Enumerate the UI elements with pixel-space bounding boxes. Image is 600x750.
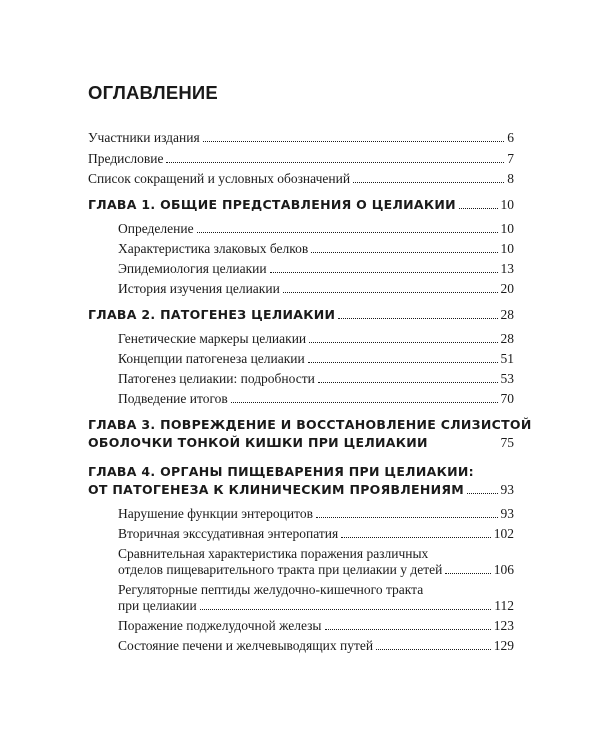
dot-leader xyxy=(283,291,498,293)
entry-title: Поражение поджелудочной железы xyxy=(118,618,322,633)
entry-title: при целиакии xyxy=(118,598,197,613)
toc-entry-line1[interactable]: Регуляторные пептиды желудочно-кишечного тракта xyxy=(118,582,424,597)
toc-entry[interactable] xyxy=(118,241,514,257)
toc-entry[interactable] xyxy=(118,638,514,654)
dot-leader xyxy=(431,446,498,447)
toc-chapter-4-line1[interactable]: ГЛАВА 4. ОРГАНЫ ПИЩЕВАРЕНИЯ ПРИ ЦЕЛИАКИИ: xyxy=(88,464,474,479)
dot-leader xyxy=(376,648,491,650)
entry-page: 10 xyxy=(500,221,514,236)
entry-page: 13 xyxy=(500,261,514,276)
entry-page: 8 xyxy=(507,171,514,186)
entry-page: 93 xyxy=(500,506,514,521)
entry-title: Эпидемиология целиакии xyxy=(118,261,267,276)
entry-title: Патогенез целиакии: подробности xyxy=(118,371,315,386)
entry-title: отделов пищеварительного тракта при целиакии у детей xyxy=(118,562,443,577)
toc-chapter-3[interactable] xyxy=(88,435,514,451)
entry-page: 70 xyxy=(500,391,514,406)
dot-leader xyxy=(270,271,498,273)
entry-page: 10 xyxy=(500,241,514,256)
toc-entry[interactable] xyxy=(118,506,514,522)
dot-leader xyxy=(459,207,498,209)
chapter-page: 28 xyxy=(500,307,514,322)
toc-chapter-4[interactable] xyxy=(88,482,514,498)
toc-entry[interactable] xyxy=(118,598,514,614)
entry-page: 7 xyxy=(507,151,514,166)
entry-title: Предисловие xyxy=(88,151,164,166)
toc-entry[interactable] xyxy=(118,562,514,578)
entry-page: 102 xyxy=(493,526,514,541)
chapter-title: ОБОЛОЧКИ ТОНКОЙ КИШКИ ПРИ ЦЕЛИАКИИ xyxy=(88,435,428,450)
dot-leader xyxy=(353,181,504,183)
entry-page: 6 xyxy=(507,130,514,145)
toc-entry[interactable] xyxy=(118,281,514,297)
chapter-title: ГЛАВА 2. ПАТОГЕНЕЗ ЦЕЛИАКИИ xyxy=(88,307,336,322)
dot-leader xyxy=(316,516,498,518)
toc-entry-preface[interactable] xyxy=(88,151,514,167)
dot-leader xyxy=(308,361,498,363)
toc-entry-line1[interactable]: Сравнительная характеристика поражения различных xyxy=(118,546,429,561)
entry-page: 123 xyxy=(493,618,514,633)
dot-leader xyxy=(311,251,497,253)
toc-entry-abbreviations[interactable] xyxy=(88,171,514,187)
chapter-page: 10 xyxy=(500,197,514,212)
dot-leader xyxy=(200,608,491,610)
toc-entry[interactable] xyxy=(118,371,514,387)
entry-title: Определение xyxy=(118,221,194,236)
toc-chapter-2[interactable] xyxy=(88,307,514,323)
dot-leader xyxy=(197,231,498,233)
toc-entry[interactable] xyxy=(118,261,514,277)
dot-leader xyxy=(166,161,504,163)
toc-entry[interactable] xyxy=(118,221,514,237)
dot-leader xyxy=(318,381,498,383)
dot-leader xyxy=(338,317,497,319)
chapter-title: ОТ ПАТОГЕНЕЗА К КЛИНИЧЕСКИМ ПРОЯВЛЕНИЯМ xyxy=(88,482,465,497)
toc-chapter-3-line1[interactable]: ГЛАВА 3. ПОВРЕЖДЕНИЕ И ВОССТАНОВЛЕНИЕ СЛИЗИСТОЙ xyxy=(88,417,532,432)
entry-title: Вторичная экссудативная энтеропатия xyxy=(118,526,339,541)
toc-heading: ОГЛАВЛЕНИЕ xyxy=(88,82,218,103)
toc-entry[interactable] xyxy=(118,526,514,542)
entry-page: 51 xyxy=(500,351,514,366)
entry-title: История изучения целиакии xyxy=(118,281,280,296)
entry-title: Состояние печени и желчевыводящих путей xyxy=(118,638,374,653)
entry-title: Концепции патогенеза целиакии xyxy=(118,351,305,366)
dot-leader xyxy=(467,492,497,494)
toc-entry[interactable] xyxy=(118,391,514,407)
toc-chapter-1[interactable] xyxy=(88,197,514,213)
entry-title: Нарушение функции энтероцитов xyxy=(118,506,313,521)
toc-entry[interactable] xyxy=(118,618,514,634)
entry-page: 28 xyxy=(500,331,514,346)
entry-page: 20 xyxy=(500,281,514,296)
dot-leader xyxy=(325,628,491,630)
dot-leader xyxy=(445,572,490,574)
toc-entry-contributors[interactable] xyxy=(88,130,514,146)
dot-leader xyxy=(341,536,491,538)
entry-title: Список сокращений и условных обозначений xyxy=(88,171,351,186)
entry-title: Подведение итогов xyxy=(118,391,228,406)
toc-entry[interactable] xyxy=(118,331,514,347)
dot-leader xyxy=(309,341,497,343)
dot-leader xyxy=(203,140,505,142)
entry-title: Участники издания xyxy=(88,130,200,145)
entry-page: 106 xyxy=(493,562,514,577)
chapter-title: ГЛАВА 1. ОБЩИЕ ПРЕДСТАВЛЕНИЯ О ЦЕЛИАКИИ xyxy=(88,197,456,212)
entry-page: 112 xyxy=(494,598,514,613)
toc-entry[interactable] xyxy=(118,351,514,367)
entry-title: Генетические маркеры целиакии xyxy=(118,331,307,346)
entry-page: 53 xyxy=(500,371,514,386)
chapter-page: 75 xyxy=(500,435,514,450)
entry-page: 129 xyxy=(493,638,514,653)
dot-leader xyxy=(231,401,498,403)
entry-title: Характеристика злаковых белков xyxy=(118,241,309,256)
chapter-page: 93 xyxy=(500,482,514,497)
